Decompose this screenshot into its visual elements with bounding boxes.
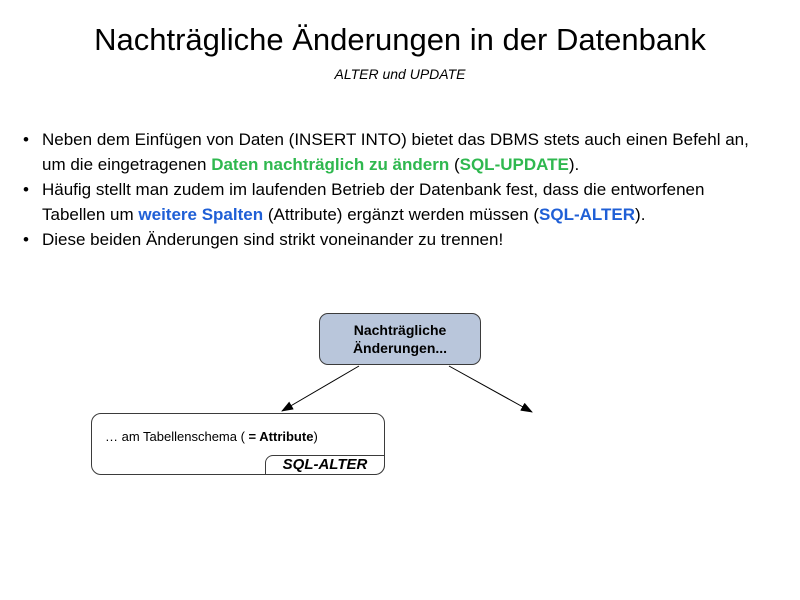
sql-alter-tag: SQL-ALTER	[265, 455, 385, 475]
bullet-text: Tabellen um	[42, 205, 139, 224]
schema-text-part: )	[313, 429, 318, 444]
bullet-list	[20, 127, 795, 252]
bullet-item-alter	[20, 177, 795, 227]
diagram-schema-node	[91, 413, 385, 475]
bullet-line	[42, 202, 795, 227]
sql-keyword: SQL-ALTER	[539, 205, 636, 224]
schema-text-part: … am Tabellenschema (	[105, 429, 249, 444]
schema-text-bold: = Attribute	[248, 429, 314, 444]
bullet-marker: •	[23, 180, 29, 199]
bullet-marker: •	[23, 230, 29, 249]
bullet-item-update	[20, 127, 795, 177]
bullet-text: ).	[568, 155, 580, 174]
bullet-line: Neben dem Einfügen von Daten (INSERT INTO) bietet das DBMS stets auch einen Befehl an,	[42, 130, 749, 149]
bullet-marker: •	[23, 130, 29, 149]
bullet-text: (Attribute) ergänzt werden müssen (	[263, 205, 540, 224]
root-node-line: Nachträgliche	[353, 322, 447, 338]
root-node-line: Änderungen...	[352, 340, 448, 356]
slide-title: Nachträgliche Änderungen in der Datenbank	[94, 22, 706, 57]
schema-node-text	[105, 429, 318, 444]
arrow-right	[449, 366, 532, 412]
bullet-line: Häufig stellt man zudem im laufenden Betrieb der Datenbank fest, dass die entworfenen	[42, 180, 705, 199]
bullet-text: um die eingetragenen	[42, 155, 212, 174]
arrow-left	[282, 366, 359, 411]
bullet-line: Diese beiden Änderungen sind strikt voneinander zu trennen!	[42, 230, 504, 249]
bullet-text: (	[449, 155, 460, 174]
bullet-text: ).	[635, 205, 646, 224]
slide-subtitle: ALTER und UPDATE	[334, 66, 466, 82]
bullet-item-separation	[20, 227, 795, 252]
bullet-line	[42, 152, 795, 177]
highlight-text: weitere Spalten	[138, 205, 264, 224]
sql-keyword: SQL-UPDATE	[459, 155, 569, 174]
highlight-text: Daten nachträglich zu ändern	[211, 155, 450, 174]
diagram-root-node	[319, 313, 481, 365]
